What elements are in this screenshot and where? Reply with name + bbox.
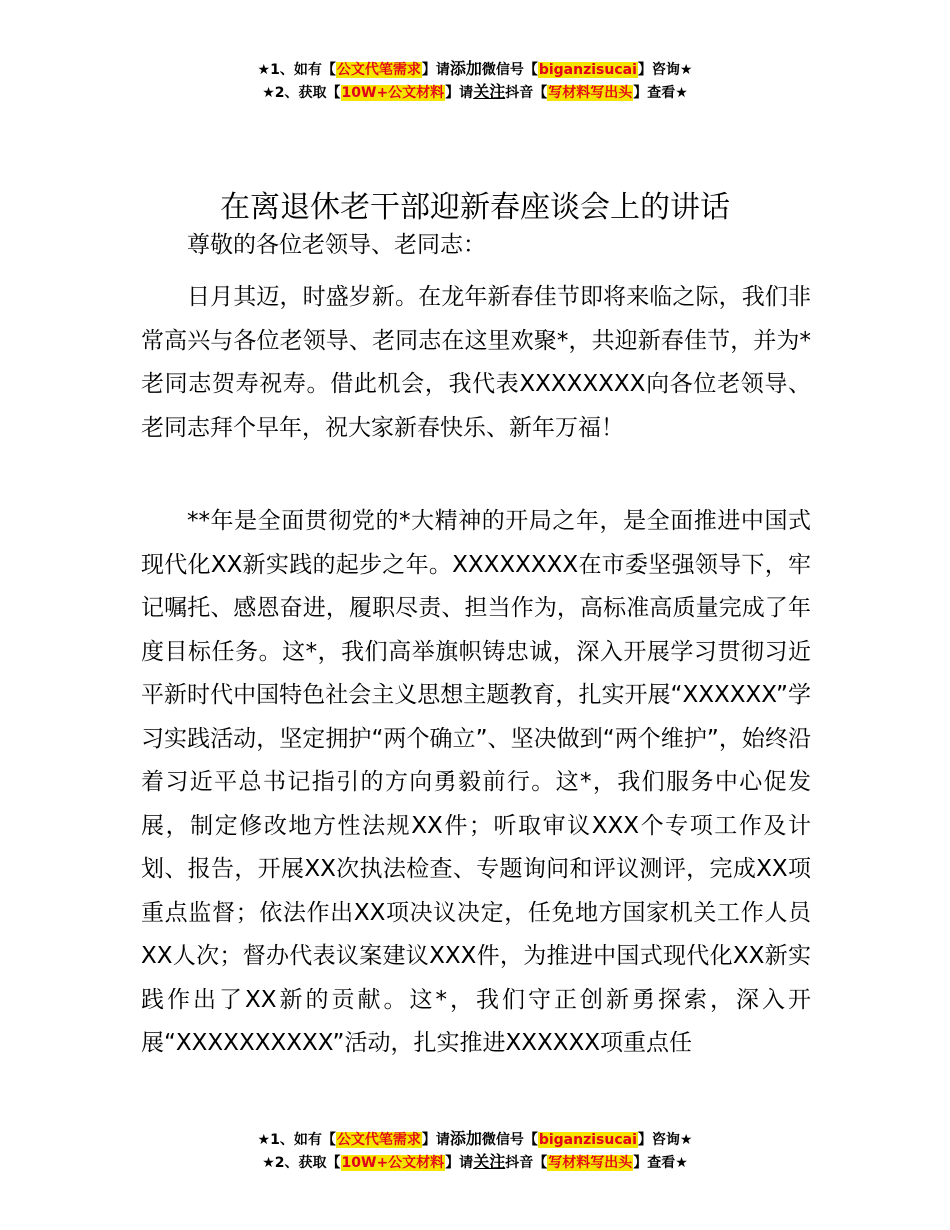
banner-highlight-materials: 10W+公文材料 — [341, 85, 445, 101]
footer-line-2-suffix: 】查看★ — [633, 1155, 688, 1171]
banner-line-1-mid2: 微信号【 — [481, 62, 538, 78]
banner-line-1 — [0, 58, 950, 81]
footer-banner-line-2 — [0, 1151, 950, 1174]
footer-highlight-materials: 10W+公文材料 — [341, 1155, 445, 1171]
banner-line-1-emph: 添加 — [449, 59, 482, 78]
footer-line-2-mid2: 抖音【 — [505, 1155, 548, 1171]
footer-highlight-wechat: biganzisucai — [538, 1132, 637, 1148]
banner-line-2-mid2: 抖音【 — [505, 85, 548, 101]
banner-highlight-service: 公文代笔需求 — [336, 62, 421, 78]
footer-line-2-mid1: 】请 — [445, 1155, 474, 1171]
footer-line-1-mid2: 微信号【 — [481, 1132, 538, 1148]
body-paragraph-2: **年是全面贯彻党的*大精神的开局之年，是全面推进中国式现代化XX新实践的起步之年。XXXXXXXX在市委坚强领导下，牢记嘱托、感恩奋进，履职尽责、担当作为，高标准高质量完成了年度目标任务。这*，我们高举旗帜铸忠诚，深入开展学习贯彻习近平新时代中国特色社会主义思想主题教育，扎实开展“XXXXXX”学习实践活动，坚定拥护“两个确立”、坚决做到“两个维护”，始终沿着习近平总书记指引的方向勇毅前行。这*，我们服务中心促发展，制定修改地方性法规XX件；听取审议XXX个专项工作及计划、报告，开展XX次执法检查、专题询问和评议测评，完成XX项重点监督；依法作出XX项决议决定，任免地方国家机关工作人员XX人次；督办代表议案建议XXX件，为推进中国式现代化XX新实践作出了XX新的贡献。这*，我们守正创新勇探索，深入开展“XXXXXXXXXX”活动，扎实推进XXXXXX项重点任 — [141, 508, 811, 1056]
header-banner — [0, 58, 950, 104]
footer-line-2-emph: 关注 — [473, 1152, 506, 1171]
banner-line-1-prefix: ★1、如有【 — [257, 62, 336, 78]
document-title: 在离退休老干部迎新春座谈会上的讲话 — [220, 190, 730, 226]
footer-banner — [0, 1128, 950, 1174]
banner-line-2-prefix: ★2、获取【 — [262, 85, 341, 101]
banner-line-2 — [0, 81, 950, 104]
footer-highlight-service: 公文代笔需求 — [336, 1132, 421, 1148]
banner-line-1-mid1: 】请 — [421, 62, 450, 78]
footer-line-1-prefix: ★1、如有【 — [257, 1132, 336, 1148]
body-paragraph-1: 日月其迈，时盛岁新。在龙年新春佳节即将来临之际，我们非常高兴与各位老领导、老同志在这里欢聚*，共迎新春佳节，并为*老同志贺寿祝寿。借此机会，我代表XXXXXXXX向各位老领导、老同志拜个早年，祝大家新春快乐、新年万福！ — [141, 284, 811, 441]
footer-highlight-douyin: 写材料写出头 — [548, 1155, 633, 1171]
footer-line-1-emph: 添加 — [449, 1129, 482, 1148]
footer-banner-line-1 — [0, 1128, 950, 1151]
banner-line-2-mid1: 】请 — [445, 85, 474, 101]
banner-line-2-emph: 关注 — [473, 82, 506, 101]
footer-line-2-prefix: ★2、获取【 — [262, 1155, 341, 1171]
footer-line-1-suffix: 】咨询★ — [637, 1132, 693, 1148]
salutation: 尊敬的各位老领导、老同志： — [187, 232, 486, 258]
banner-highlight-wechat: biganzisucai — [538, 62, 637, 78]
banner-line-2-suffix: 】查看★ — [633, 85, 688, 101]
footer-line-1-mid1: 】请 — [421, 1132, 450, 1148]
banner-line-1-suffix: 】咨询★ — [637, 62, 693, 78]
banner-highlight-douyin: 写材料写出头 — [548, 85, 633, 101]
